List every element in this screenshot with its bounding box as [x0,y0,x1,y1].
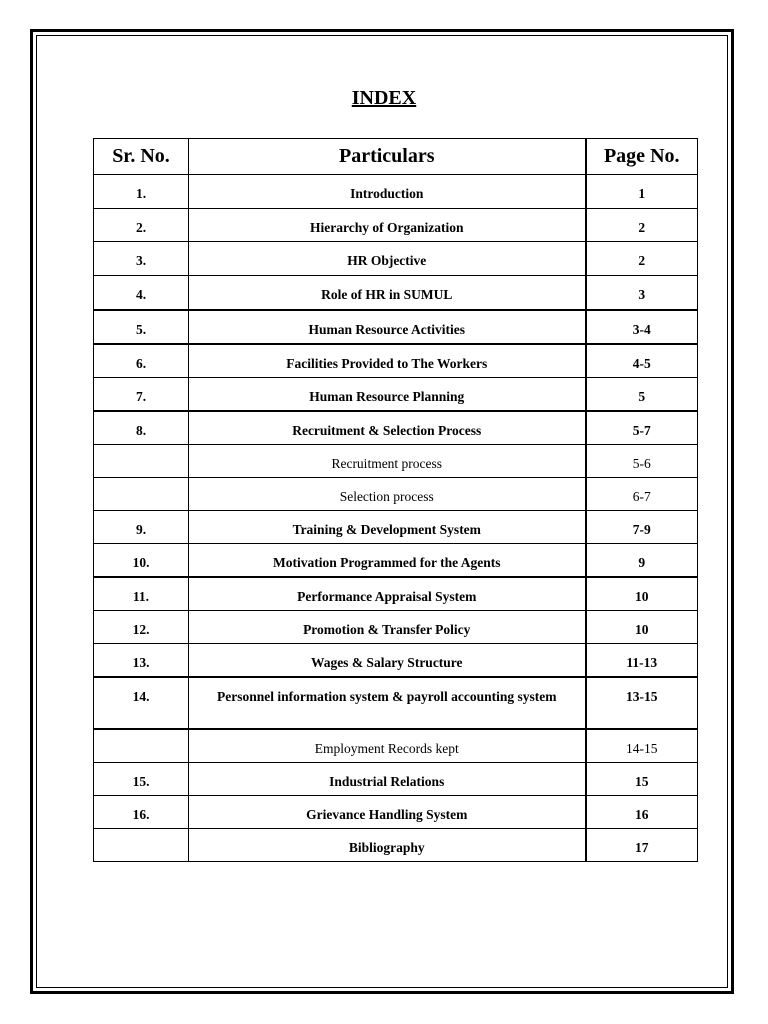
page-cell: 7-9 [586,510,698,543]
particular-cell: Industrial Relations [189,762,586,795]
sr-cell: 10. [94,543,189,577]
table-row [94,444,698,477]
page-cell: 4-5 [586,344,698,378]
table-row [94,344,698,378]
sr-cell: 2. [94,209,189,242]
table-row [94,276,698,310]
page-cell: 6-7 [586,477,698,510]
page-cell: 17 [586,828,698,861]
table-row [94,242,698,276]
page-cell: 16 [586,795,698,828]
sr-cell: 14. [94,677,189,729]
table-row [94,175,698,209]
table-row [94,543,698,577]
particular-cell: Performance Appraisal System [189,577,586,611]
sr-cell: 12. [94,610,189,643]
table-row [94,377,698,411]
table-row [94,209,698,242]
page-cell: 3 [586,276,698,310]
page-cell: 3-4 [586,310,698,344]
particular-cell: Grievance Handling System [189,795,586,828]
sr-cell: 9. [94,510,189,543]
sr-cell: 6. [94,344,189,378]
header-sr-no: Sr. No. [94,139,189,175]
page-cell: 1 [586,175,698,209]
sr-cell: 8. [94,411,189,445]
sr-cell: 7. [94,377,189,411]
particular-cell: Bibliography [189,828,586,861]
sr-cell: 1. [94,175,189,209]
particular-cell: Training & Development System [189,510,586,543]
particular-cell: HR Objective [189,242,586,276]
table-row [94,477,698,510]
page-cell: 9 [586,543,698,577]
sr-cell: 3. [94,242,189,276]
particular-cell: Hierarchy of Organization [189,209,586,242]
sr-cell [94,729,189,763]
particular-cell: Facilities Provided to The Workers [189,344,586,378]
table-row [94,610,698,643]
particular-cell: Motivation Programmed for the Agents [189,543,586,577]
table-row [94,643,698,677]
page-cell: 11-13 [586,643,698,677]
table-row [94,577,698,611]
page-cell: 2 [586,209,698,242]
particular-cell: Promotion & Transfer Policy [189,610,586,643]
table-row [94,762,698,795]
table-row [94,795,698,828]
particular-cell: Human Resource Activities [189,310,586,344]
page-cell: 10 [586,610,698,643]
sr-cell: 15. [94,762,189,795]
sr-cell: 11. [94,577,189,611]
table-row [94,411,698,445]
sr-cell [94,444,189,477]
particular-cell: Selection process [189,477,586,510]
particular-cell: Introduction [189,175,586,209]
sr-cell [94,477,189,510]
table-row [94,310,698,344]
index-table [93,138,698,862]
particular-cell: Wages & Salary Structure [189,643,586,677]
particular-cell: Role of HR in SUMUL [189,276,586,310]
sr-cell [94,828,189,861]
page-cell: 5-7 [586,411,698,445]
header-particulars: Particulars [189,139,586,175]
page-cell: 14-15 [586,729,698,763]
page-cell: 15 [586,762,698,795]
particular-cell: Recruitment & Selection Process [189,411,586,445]
page-cell: 5 [586,377,698,411]
table-header-row [94,139,698,175]
particular-cell: Employment Records kept [189,729,586,763]
table-row [94,729,698,763]
table-row [94,828,698,861]
sr-cell: 4. [94,276,189,310]
table-row [94,510,698,543]
particular-cell: Recruitment process [189,444,586,477]
table-row [94,677,698,729]
header-page-no: Page No. [586,139,698,175]
page-title: INDEX [351,87,417,109]
particular-cell: Personnel information system & payroll accounting system [189,677,586,729]
particular-cell: Human Resource Planning [189,377,586,411]
sr-cell: 16. [94,795,189,828]
sr-cell: 13. [94,643,189,677]
page-cell: 2 [586,242,698,276]
sr-cell: 5. [94,310,189,344]
page-cell: 5-6 [586,444,698,477]
page-cell: 13-15 [586,677,698,729]
page-cell: 10 [586,577,698,611]
